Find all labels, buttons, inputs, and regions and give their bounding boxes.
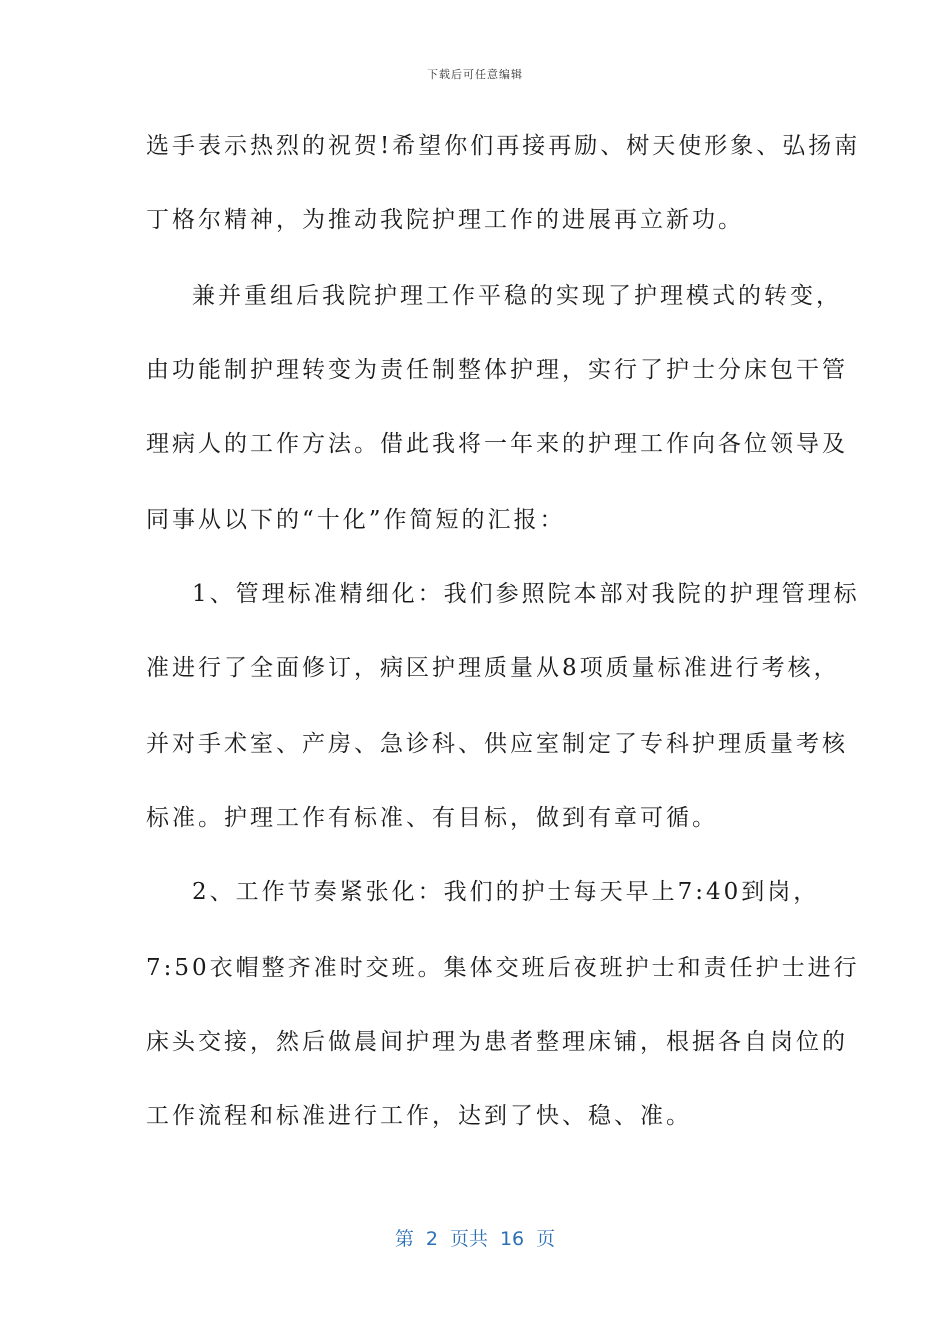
body-line-13: 床头交接，然后做晨间护理为患者整理床铺，根据各自岗位的 xyxy=(146,1029,848,1055)
page-footer xyxy=(0,1224,950,1251)
body-line-9: 并对手术室、产房、急诊科、供应室制定了专科护理质量考核 xyxy=(146,731,848,757)
paragraph-start-line: 2、工作节奏紧张化：我们的护士每天早上7:40到岗， xyxy=(192,879,820,905)
footer-label-di: 第 xyxy=(394,1228,414,1250)
body-line-6: 同事从以下的“十化”作简短的汇报： xyxy=(146,507,566,533)
body-line-5: 理病人的工作方法。借此我将一年来的护理工作向各位领导及 xyxy=(146,431,848,457)
paragraph-start-line: 1、管理标准精细化：我们参照院本部对我院的护理管理标 xyxy=(192,581,860,607)
footer-label-ye-gong: 页共 xyxy=(449,1228,488,1250)
body-line-10: 标准。护理工作有标准、有目标，做到有章可循。 xyxy=(146,805,718,831)
body-line-4: 由功能制护理转变为责任制整体护理，实行了护士分床包干管 xyxy=(146,357,848,383)
paragraph-start-line: 兼并重组后我院护理工作平稳的实现了护理模式的转变， xyxy=(192,283,842,309)
body-line-12: 7:50衣帽整齐准时交班。集体交班后夜班护士和责任护士进行 xyxy=(146,955,860,981)
footer-current-page: 2 xyxy=(425,1228,438,1250)
body-line-2: 丁格尔精神，为推动我院护理工作的进展再立新功。 xyxy=(146,207,744,233)
body-line-8: 准进行了全面修订，病区护理质量从8项质量标准进行考核， xyxy=(146,655,840,681)
body-line-1: 选手表示热烈的祝贺!希望你们再接再励、树天使形象、弘扬南 xyxy=(146,133,861,159)
footer-label-ye: 页 xyxy=(536,1228,556,1250)
body-line-14: 工作流程和标准进行工作，达到了快、稳、准。 xyxy=(146,1103,692,1129)
header-note: 下载后可任意编辑 xyxy=(427,68,523,81)
footer-total-pages: 16 xyxy=(499,1228,525,1250)
